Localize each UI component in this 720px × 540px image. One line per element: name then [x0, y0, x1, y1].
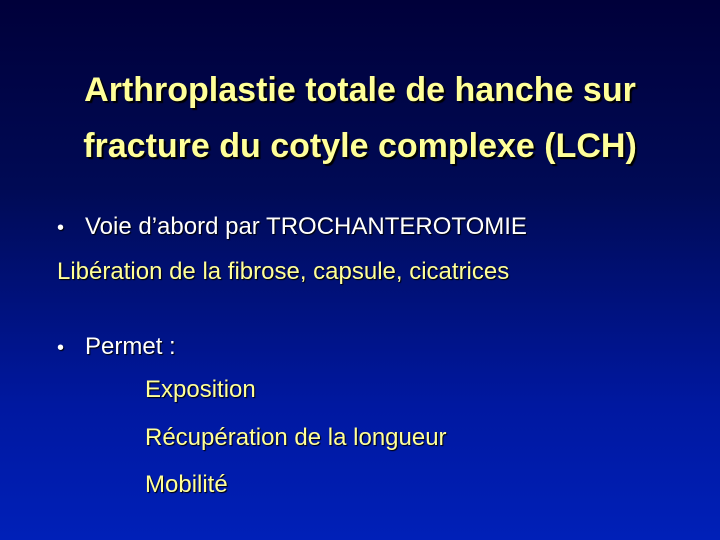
benefit-item-exposition: Exposition [145, 376, 256, 403]
title-line-2: fracture du cotyle complexe (LCH) [83, 127, 637, 165]
bullet-icon: • [57, 217, 65, 239]
bullet-text: Voie d’abord par TROCHANTEROTOMIE [85, 213, 527, 240]
title-line-1: Arthroplastie totale de hanche sur [84, 71, 636, 109]
slide-title [0, 62, 720, 174]
bullet-item-permet [57, 332, 176, 363]
benefit-item-longueur: Récupération de la longueur [145, 424, 447, 451]
bullet-text: Permet : [85, 333, 176, 360]
bullet-detail-liberation: Libération de la fibrose, capsule, cicatrices [57, 258, 510, 285]
benefit-item-mobilite: Mobilité [145, 471, 228, 498]
bullet-item-approach [57, 212, 527, 243]
bullet-icon: • [57, 337, 65, 359]
